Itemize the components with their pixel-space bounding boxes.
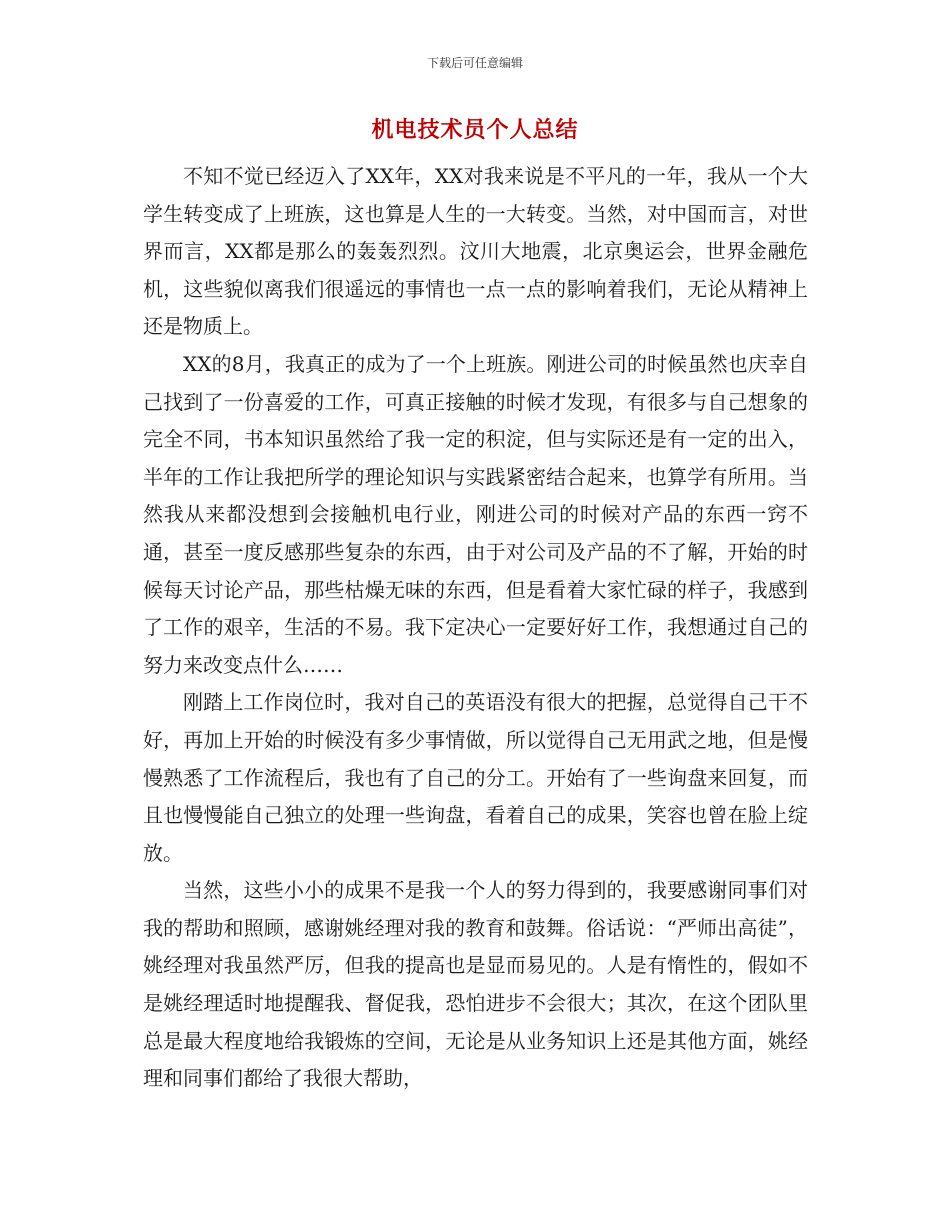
document-title: 机电技术员个人总结 bbox=[371, 118, 579, 143]
paragraph-2: XX的8月，我真正的成为了一个上班族。刚进公司的时候虽然也庆幸自己找到了一份喜爱的工作，可真正接触的时候才发现，有很多与自己想象的完全不同，书本知识虽然给了我一定的积淀，但与实际还是有一定的出入，半年的工作让我把所学的理论知识与实践紧密结合起来，也算学有所用。当然我从来都没想到会接触机电行业，刚进公司的时候对产品的东西一窍不通，甚至一度反感那些复杂的东西，由于对公司及产品的不了解，开始的时候每天讨论产品，那些枯燥无味的东西，但是看着大家忙碌的样子，我感到了工作的艰辛，生活的不易。我下定决心一定要好好工作，我想通过自己的努力来改变点什么…… bbox=[143, 351, 808, 677]
page-header: 下载后可任意编辑 bbox=[426, 56, 523, 70]
document-body bbox=[143, 158, 808, 1098]
paragraph-4: 当然，这些小小的成果不是我一个人的努力得到的，我要感谢同事们对我的帮助和照顾，感谢姚经理对我的教育和鼓舞。俗话说：“严师出高徒”，姚经理对我虽然严厉，但我的提高也是显而易见的。人是有惰性的，假如不是姚经理适时地提醒我、督促我，恐怕进步不会很大；其次，在这个团队里总是最大程度地给我锻炼的空间，无论是从业务知识上还是其他方面，姚经理和同事们都给了我很大帮助， bbox=[143, 878, 808, 1091]
paragraph-3: 刚踏上工作岗位时，我对自己的英语没有很大的把握，总觉得自己干不好，再加上开始的时候没有多少事情做，所以觉得自己无用武之地，但是慢慢熟悉了工作流程后，我也有了自己的分工。开始有了一些询盘来回复，而且也慢慢能自己独立的处理一些询盘，看着自己的成果，笑容也曾在脸上绽放。 bbox=[143, 690, 808, 865]
paragraph-1: 不知不觉已经迈入了XX年，XX对我来说是不平凡的一年，我从一个大学生转变成了上班族，这也算是人生的一大转变。当然，对中国而言，对世界而言，XX都是那么的轰轰烈烈。汶川大地震，北京奥运会，世界金融危机，这些貌似离我们很遥远的事情也一点一点的影响着我们，无论从精神上还是物质上。 bbox=[143, 164, 808, 339]
